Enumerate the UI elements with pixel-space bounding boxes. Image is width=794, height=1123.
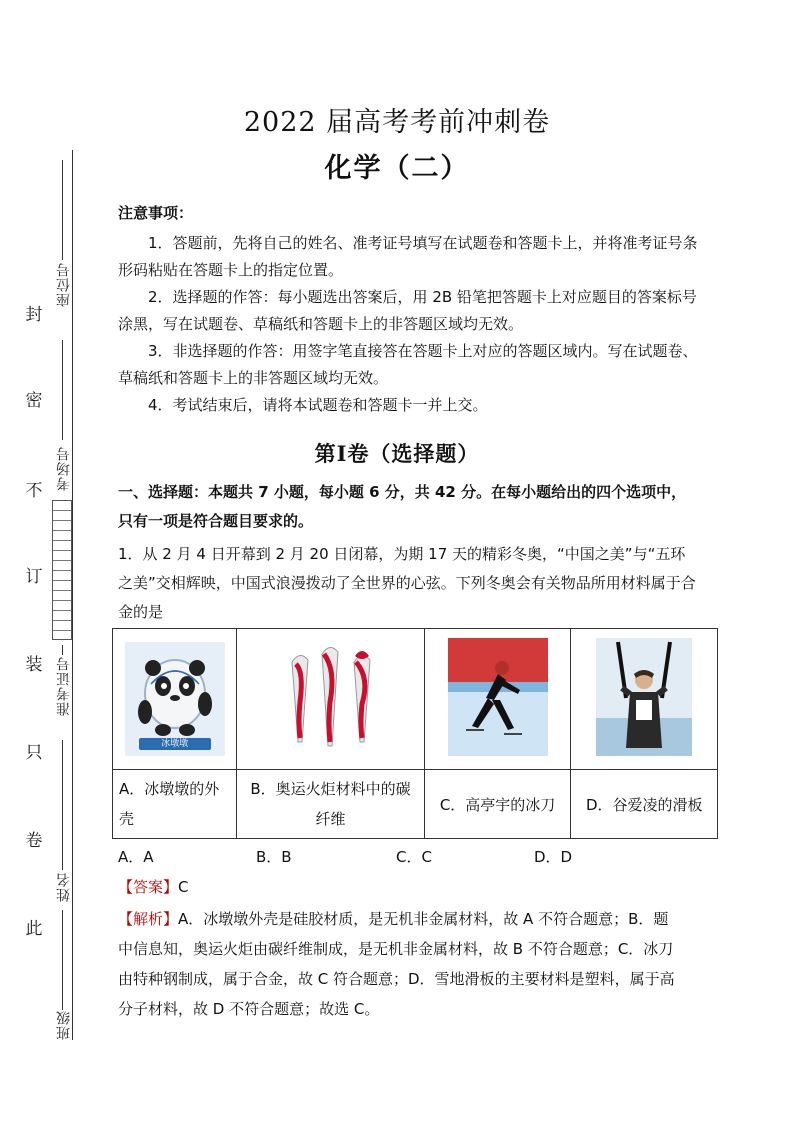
fill-line (62, 740, 63, 870)
class-label: 班级 (56, 1010, 72, 1040)
mascot-caption: 冰墩墩 (139, 738, 211, 750)
note-item: 2．选择题的作答：每小题选出答案后，用 2B 铅笔把答题卡上对应题目的答案标号涂黑，写在试题卷、草稿纸和答题卡上的非答题区域均无效。 (118, 288, 697, 333)
fill-line (62, 910, 63, 1010)
section-instruction: 一、选择题：本题共 7 小题，每小题 6 分，共 42 分。在每小题给出的四个选项中，只有一项是符合题目要求的。 (118, 483, 687, 530)
torch-icon (292, 655, 308, 742)
choice-b: B．B (256, 848, 292, 866)
choice-a: A．A (118, 848, 154, 866)
admission-number-label: 准考证号 (56, 656, 72, 716)
binding-char: 封 (25, 305, 43, 325)
analysis-tag: 【解析】 (118, 910, 179, 928)
image-cell (571, 629, 718, 770)
torch-icon (354, 651, 370, 742)
torch-icon (322, 647, 338, 746)
binding-char: 密 (25, 391, 43, 411)
name-label: 姓名 (56, 872, 72, 902)
image-cell (424, 629, 571, 770)
option-d-cell: D．谷爱凌的滑板 (571, 770, 718, 839)
answer-tag: 【答案】 (118, 878, 179, 896)
note-item: 1．答题前，先将自己的姓名、准考证号填写在试题卷和答题卡上，并将准考证号条形码粘贴在答题卡上的指定位置。 (118, 234, 698, 279)
binding-char: 订 (25, 567, 43, 587)
speed-skater-image (448, 638, 548, 756)
seat-number-label: 座位号 (56, 262, 72, 307)
option-c-cell: C．高亭宇的冰刀 (424, 770, 571, 839)
options-table (112, 628, 718, 839)
binding-char: 只 (25, 743, 43, 763)
exam-room-label: 考场号 (56, 446, 72, 491)
exam-title: 2022 届高考考前冲刺卷 (243, 107, 551, 138)
note-item: 3．非选择题的作答：用签字笔直接答在答题卡上对应的答题区域内。写在试题卷、草稿纸和答题卡上的非答题区域均无效。 (118, 342, 698, 387)
choice-d: D．D (534, 848, 573, 866)
notes-title: 注意事项： (118, 204, 194, 222)
binding-char: 装 (25, 655, 43, 675)
olympic-torch-image (270, 642, 390, 752)
analysis-text: A．冰墩墩外壳是硅胶材质，是无机非金属材料，故 A 不符合题意；B．题中信息知，奥运火炬由碳纤维制成，是无机非金属材料，故 B 不符合题意；C．冰刀由特种钢制成，属于合金，故 C 符合题意；D．雪地滑板的主要材料是塑料，属于高分子材料，故 D 不符合题意；故选 C。 (118, 910, 675, 1018)
fill-line (62, 645, 63, 655)
binding-char: 不 (25, 481, 43, 501)
bing-dwen-dwen-image (125, 642, 225, 756)
section-title: 第Ⅰ卷（选择题） (314, 441, 480, 466)
binding-char: 此 (25, 919, 43, 939)
subject-title: 化学（二） (324, 153, 470, 184)
option-a-cell: A．冰墩墩的外壳 (113, 770, 237, 839)
option-b-cell: B．奥运火炬材料中的碳纤维 (237, 770, 424, 839)
answer-line (118, 874, 698, 901)
note-item: 4．考试结束后，请将本试题卷和答题卡一并上交。 (148, 396, 488, 414)
binding-char: 卷 (25, 831, 43, 851)
image-cell (237, 629, 424, 770)
image-cell (113, 629, 237, 770)
question-stem: 1．从 2 月 4 日开幕到 2 月 20 日闭幕，为期 17 天的精彩冬奥，“中国之美”与“五环之美”交相辉映，中国式浪漫拨动了全世界的心弦。下列冬奥会有关物品所用材料属于合金的是 (118, 545, 696, 621)
analysis-block (118, 904, 678, 1024)
answer-value: C (178, 878, 189, 896)
barcode-box (52, 500, 72, 640)
fill-line (62, 340, 63, 440)
freestyle-skier-image (596, 638, 692, 756)
choice-c: C．C (396, 848, 432, 866)
